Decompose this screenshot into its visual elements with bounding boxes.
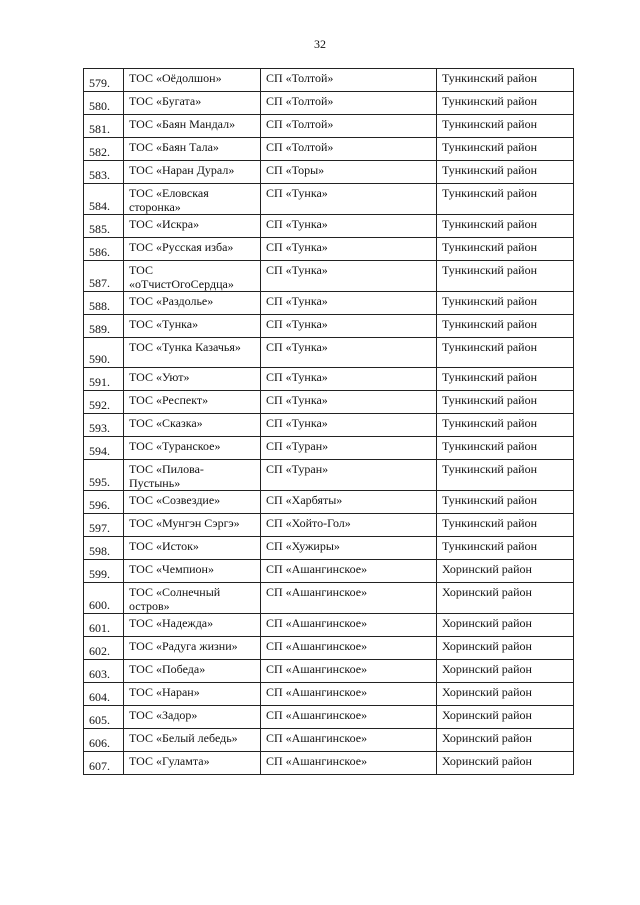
row-number-cell: 597. <box>84 514 124 537</box>
settlement-cell: СП «Тунка» <box>261 261 437 292</box>
table-row <box>84 261 574 292</box>
tos-name-cell: ТОС «Уют» <box>124 368 261 391</box>
tos-name-cell: ТОС «Тунка» <box>124 315 261 338</box>
settlement-cell: СП «Толтой» <box>261 115 437 138</box>
tos-name-cell: ТОС «Еловская сторонка» <box>124 184 261 215</box>
settlement-cell: СП «Ашангинское» <box>261 752 437 775</box>
district-cell: Тункинский район <box>437 161 574 184</box>
district-cell: Тункинский район <box>437 460 574 491</box>
settlement-cell: СП «Хойто-Гол» <box>261 514 437 537</box>
tos-name-cell: ТОС «Бугата» <box>124 92 261 115</box>
tos-name-cell: ТОС «Респект» <box>124 391 261 414</box>
tos-name-cell: ТОС «Пилова-Пустынь» <box>124 460 261 491</box>
district-cell: Хоринский район <box>437 637 574 660</box>
row-number-cell: 592. <box>84 391 124 414</box>
settlement-cell: СП «Тунка» <box>261 184 437 215</box>
settlement-cell: СП «Ашангинское» <box>261 583 437 614</box>
tos-name-cell: ТОС «Баян Мандал» <box>124 115 261 138</box>
row-number-cell: 582. <box>84 138 124 161</box>
row-number-cell: 591. <box>84 368 124 391</box>
row-number-cell: 601. <box>84 614 124 637</box>
row-number-cell: 598. <box>84 537 124 560</box>
district-cell: Хоринский район <box>437 560 574 583</box>
row-number-cell: 580. <box>84 92 124 115</box>
settlement-cell: СП «Туран» <box>261 460 437 491</box>
district-cell: Хоринский район <box>437 729 574 752</box>
tos-name-cell: ТОС «Чемпион» <box>124 560 261 583</box>
tos-name-cell: ТОС «Оёдолшон» <box>124 69 261 92</box>
table-row <box>84 315 574 338</box>
tos-name-cell: ТОС «Радуга жизни» <box>124 637 261 660</box>
tos-name-cell: ТОС «Задор» <box>124 706 261 729</box>
table-row <box>84 560 574 583</box>
settlement-cell: СП «Харбяты» <box>261 491 437 514</box>
settlement-cell: СП «Тунка» <box>261 292 437 315</box>
tos-name-cell: ТОС «Сказка» <box>124 414 261 437</box>
district-cell: Тункинский район <box>437 514 574 537</box>
district-cell: Тункинский район <box>437 92 574 115</box>
table-row <box>84 292 574 315</box>
table-row <box>84 637 574 660</box>
row-number-cell: 605. <box>84 706 124 729</box>
row-number-cell: 596. <box>84 491 124 514</box>
district-cell: Тункинский район <box>437 537 574 560</box>
row-number-cell: 589. <box>84 315 124 338</box>
tos-name-cell: ТОС «Искра» <box>124 215 261 238</box>
settlement-cell: СП «Толтой» <box>261 69 437 92</box>
table-row <box>84 215 574 238</box>
table-row <box>84 414 574 437</box>
settlement-cell: СП «Тунка» <box>261 368 437 391</box>
district-cell: Тункинский район <box>437 238 574 261</box>
table-row <box>84 238 574 261</box>
district-cell: Хоринский район <box>437 706 574 729</box>
row-number-cell: 595. <box>84 460 124 491</box>
table-row <box>84 138 574 161</box>
row-number-cell: 581. <box>84 115 124 138</box>
table-row <box>84 437 574 460</box>
row-number-cell: 602. <box>84 637 124 660</box>
table-row <box>84 706 574 729</box>
settlement-cell: СП «Толтой» <box>261 92 437 115</box>
table-row <box>84 184 574 215</box>
table-row <box>84 583 574 614</box>
settlement-cell: СП «Тунка» <box>261 338 437 368</box>
settlement-cell: СП «Тунка» <box>261 414 437 437</box>
tos-name-cell: ТОС «Исток» <box>124 537 261 560</box>
table-row <box>84 491 574 514</box>
district-cell: Тункинский район <box>437 437 574 460</box>
tos-name-cell: ТОС «Белый лебедь» <box>124 729 261 752</box>
table-row <box>84 92 574 115</box>
district-cell: Тункинский район <box>437 261 574 292</box>
settlement-cell: СП «Толтой» <box>261 138 437 161</box>
district-cell: Хоринский район <box>437 683 574 706</box>
tos-name-cell: ТОС «оТчистОгоСердца» <box>124 261 261 292</box>
page-number: 32 <box>314 37 326 51</box>
row-number-cell: 587. <box>84 261 124 292</box>
table-row <box>84 660 574 683</box>
table-row <box>84 729 574 752</box>
settlement-cell: СП «Ашангинское» <box>261 706 437 729</box>
district-cell: Тункинский район <box>437 69 574 92</box>
table-row <box>84 460 574 491</box>
tos-registry-table <box>83 68 574 775</box>
table-row <box>84 752 574 775</box>
table-row <box>84 161 574 184</box>
settlement-cell: СП «Тунка» <box>261 215 437 238</box>
settlement-cell: СП «Тунка» <box>261 315 437 338</box>
tos-name-cell: ТОС «Солнечный остров» <box>124 583 261 614</box>
tos-name-cell: ТОС «Наран» <box>124 683 261 706</box>
tos-name-cell: ТОС «Баян Тала» <box>124 138 261 161</box>
settlement-cell: СП «Ашангинское» <box>261 683 437 706</box>
tos-name-cell: ТОС «Мунгэн Сэргэ» <box>124 514 261 537</box>
row-number-cell: 603. <box>84 660 124 683</box>
row-number-cell: 584. <box>84 184 124 215</box>
row-number-cell: 593. <box>84 414 124 437</box>
settlement-cell: СП «Торы» <box>261 161 437 184</box>
settlement-cell: СП «Ашангинское» <box>261 560 437 583</box>
district-cell: Тункинский район <box>437 338 574 368</box>
tos-name-cell: ТОС «Наран Дурал» <box>124 161 261 184</box>
row-number-cell: 585. <box>84 215 124 238</box>
district-cell: Тункинский район <box>437 391 574 414</box>
row-number-cell: 590. <box>84 338 124 368</box>
settlement-cell: СП «Ашангинское» <box>261 660 437 683</box>
tos-name-cell: ТОС «Туранское» <box>124 437 261 460</box>
row-number-cell: 599. <box>84 560 124 583</box>
settlement-cell: СП «Тунка» <box>261 391 437 414</box>
settlement-cell: СП «Ашангинское» <box>261 729 437 752</box>
tos-name-cell: ТОС «Гуламта» <box>124 752 261 775</box>
row-number-cell: 606. <box>84 729 124 752</box>
table-row <box>84 537 574 560</box>
table-row <box>84 338 574 368</box>
row-number-cell: 604. <box>84 683 124 706</box>
district-cell: Хоринский район <box>437 614 574 637</box>
tos-name-cell: ТОС «Раздолье» <box>124 292 261 315</box>
row-number-cell: 586. <box>84 238 124 261</box>
row-number-cell: 583. <box>84 161 124 184</box>
district-cell: Хоринский район <box>437 752 574 775</box>
row-number-cell: 607. <box>84 752 124 775</box>
settlement-cell: СП «Ашангинское» <box>261 637 437 660</box>
district-cell: Тункинский район <box>437 215 574 238</box>
table-row <box>84 69 574 92</box>
tos-name-cell: ТОС «Созвездие» <box>124 491 261 514</box>
settlement-cell: СП «Туран» <box>261 437 437 460</box>
row-number-cell: 594. <box>84 437 124 460</box>
district-cell: Тункинский район <box>437 292 574 315</box>
table-row <box>84 683 574 706</box>
district-cell: Тункинский район <box>437 368 574 391</box>
table-row <box>84 115 574 138</box>
settlement-cell: СП «Ашангинское» <box>261 614 437 637</box>
tos-name-cell: ТОС «Надежда» <box>124 614 261 637</box>
row-number-cell: 579. <box>84 69 124 92</box>
table-body <box>84 69 574 775</box>
table-row <box>84 614 574 637</box>
district-cell: Тункинский район <box>437 115 574 138</box>
district-cell: Хоринский район <box>437 660 574 683</box>
table-row <box>84 368 574 391</box>
district-cell: Тункинский район <box>437 138 574 161</box>
table-row <box>84 514 574 537</box>
district-cell: Тункинский район <box>437 414 574 437</box>
tos-name-cell: ТОС «Тунка Казачья» <box>124 338 261 368</box>
district-cell: Хоринский район <box>437 583 574 614</box>
row-number-cell: 600. <box>84 583 124 614</box>
district-cell: Тункинский район <box>437 184 574 215</box>
district-cell: Тункинский район <box>437 315 574 338</box>
table-row <box>84 391 574 414</box>
tos-name-cell: ТОС «Русская изба» <box>124 238 261 261</box>
settlement-cell: СП «Хужиры» <box>261 537 437 560</box>
tos-name-cell: ТОС «Победа» <box>124 660 261 683</box>
settlement-cell: СП «Тунка» <box>261 238 437 261</box>
district-cell: Тункинский район <box>437 491 574 514</box>
row-number-cell: 588. <box>84 292 124 315</box>
